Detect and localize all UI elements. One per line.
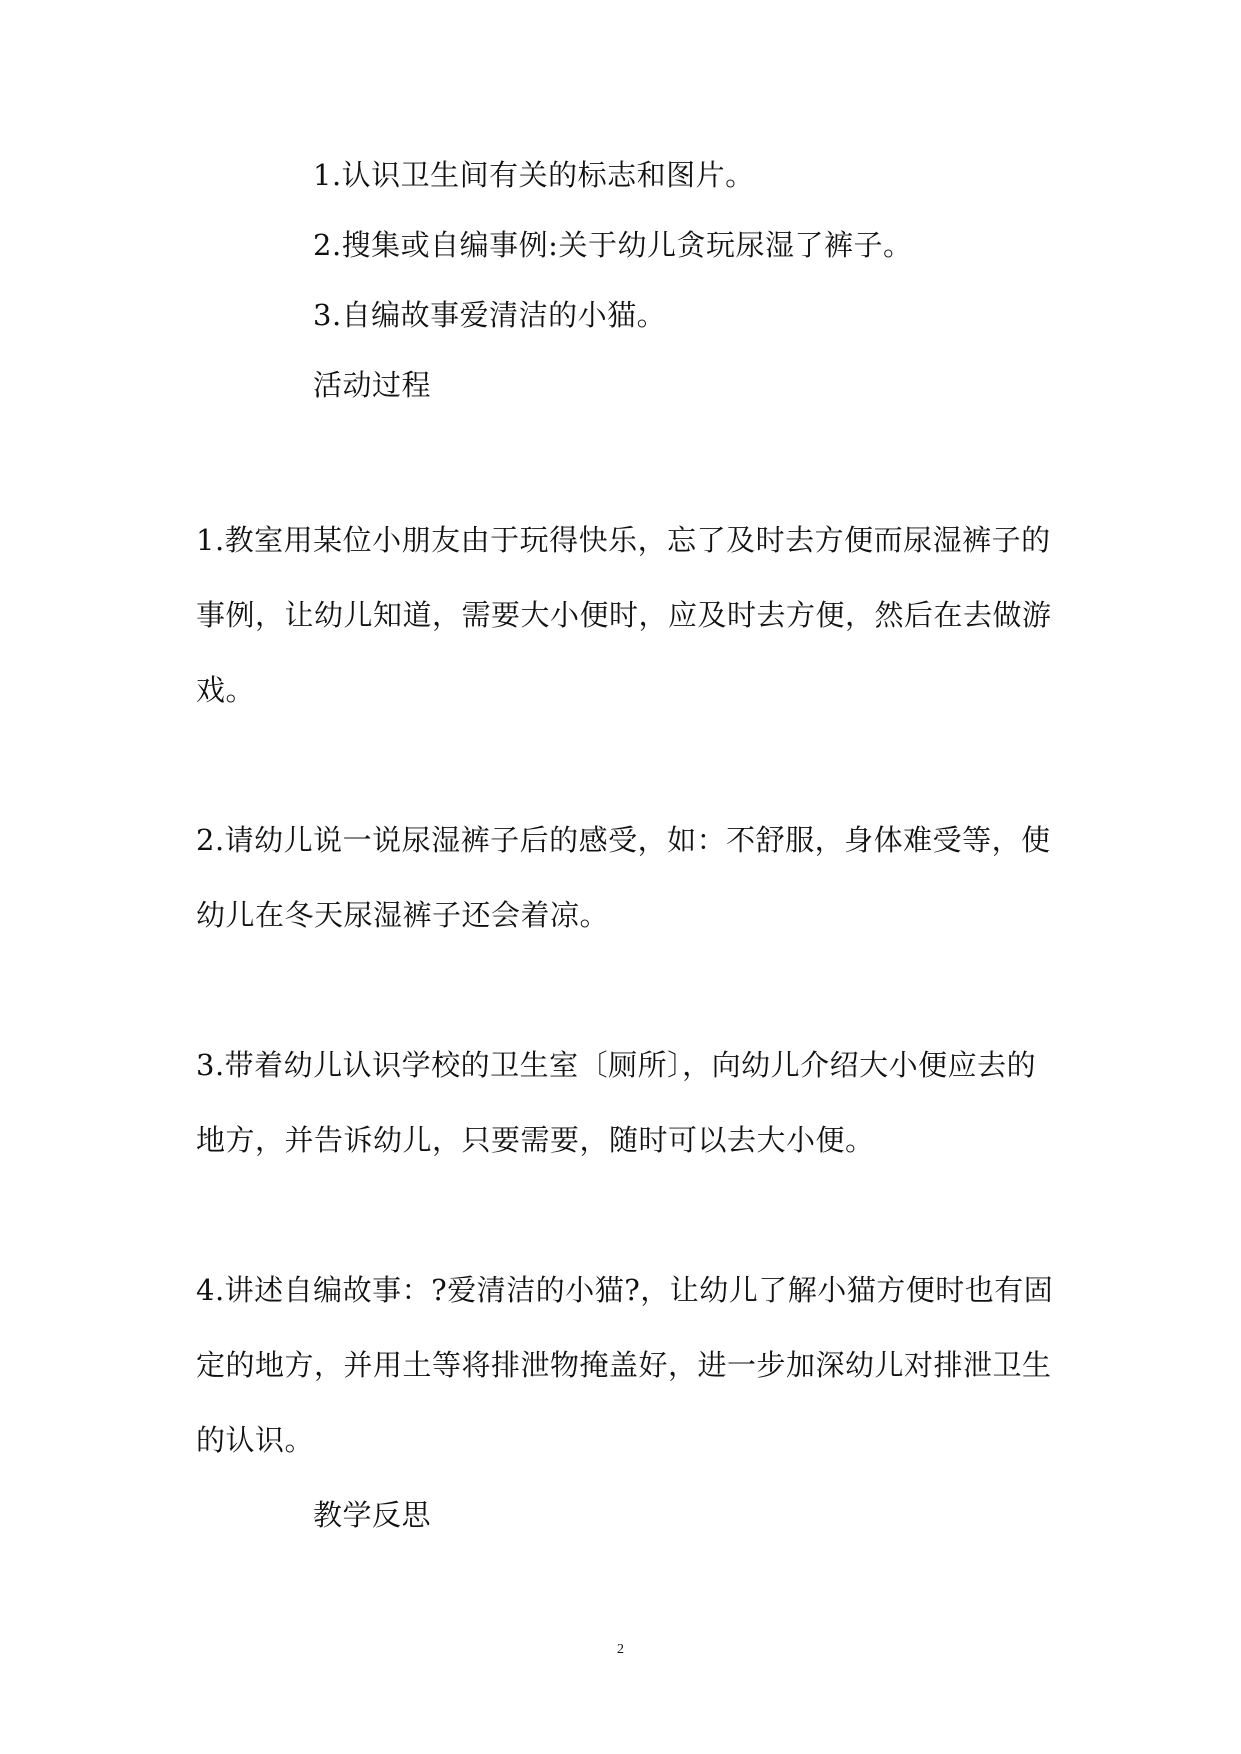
- step-3-line-1: 3.带着幼儿认识学校的卫生室〔厕所〕，向幼儿介绍大小便应去的: [196, 1048, 1037, 1082]
- materials-item-3: 3.自编故事爱清洁的小猫。: [313, 298, 667, 332]
- step-4-line-1: 4.讲述自编故事：?爱清洁的小猫?，让幼儿了解小猫方便时也有固: [196, 1273, 1054, 1307]
- section-heading-reflection: 教学反思: [313, 1498, 432, 1532]
- step-1-line-2: 事例，让幼儿知道，需要大小便时，应及时去方便，然后在去做游: [196, 598, 1052, 632]
- step-3-line-2: 地方，并告诉幼儿，只要需要，随时可以去大小便。: [196, 1123, 875, 1157]
- step-1-line-3: 戏。: [196, 673, 256, 707]
- step-4-line-2: 定的地方，并用土等将排泄物掩盖好，进一步加深幼儿对排泄卫生: [196, 1348, 1052, 1382]
- step-2-line-2: 幼儿在冬天尿湿裤子还会着凉。: [196, 898, 610, 932]
- section-heading-process: 活动过程: [313, 368, 432, 402]
- step-4-line-3: 的认识。: [196, 1423, 315, 1457]
- materials-item-1: 1.认识卫生间有关的标志和图片。: [313, 158, 755, 192]
- step-2-line-1: 2.请幼儿说一说尿湿裤子后的感受，如：不舒服，身体难受等，使: [196, 823, 1051, 857]
- page-number: 2: [617, 1642, 624, 1657]
- step-1-line-1: 1.教室用某位小朋友由于玩得快乐，忘了及时去方便而尿湿裤子的: [196, 523, 1051, 557]
- materials-item-2: 2.搜集或自编事例:关于幼儿贪玩尿湿了裤子。: [313, 228, 913, 262]
